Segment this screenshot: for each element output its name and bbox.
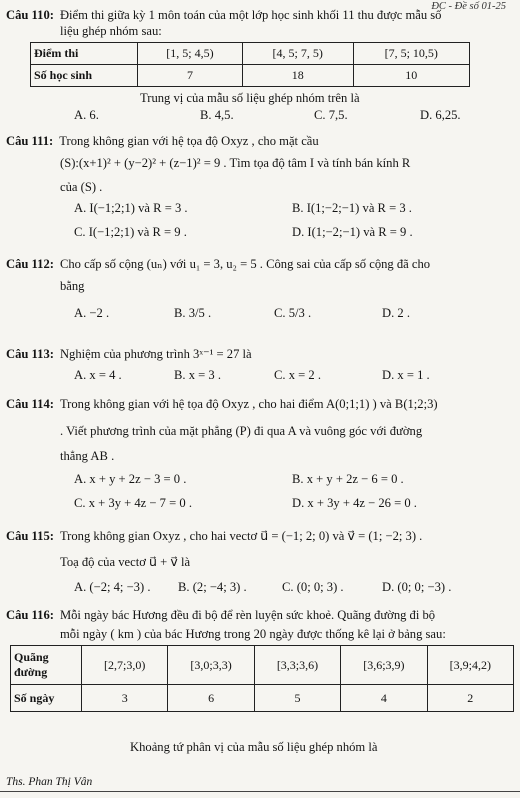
- q114-text1: Trong không gian với hệ tọa độ Oxyz , cho hai điểm A(0;1;1) ) và B(1;2;3): [59, 397, 438, 411]
- table-cell: [3,6;3,9): [341, 646, 427, 685]
- q111-line1: [6, 134, 319, 149]
- q116-text2: mỗi ngày ( km ) của bác Hương trong 20 ngày được thống kê lại ở bảng sau:: [60, 627, 446, 641]
- q113-number: Câu 113:: [6, 347, 54, 361]
- table-header-cell: Số học sinh: [31, 65, 138, 87]
- q112-option-d: D. 2 .: [382, 306, 410, 320]
- q112-option-b: B. 3/5 .: [174, 306, 212, 320]
- q110-text2: liệu ghép nhóm sau:: [60, 24, 162, 38]
- q112-text1: Cho cấp số cộng (uₙ) với u₁ = 3, u₂ = 5 . Công sai của cấp số cộng đã cho: [59, 257, 431, 271]
- q114-option-c: C. x + 3y + 4z − 7 = 0 .: [74, 496, 192, 510]
- table-cell: [3,0;3,3): [168, 646, 254, 685]
- q115-option-a: A. (−2; 4; −3) .: [74, 580, 151, 594]
- author-footer: Ths. Phan Thị Vân: [6, 776, 93, 788]
- q111-option-d: D. I(1;−2;−1) và R = 9 .: [292, 225, 413, 239]
- q112-option-a: A. −2 .: [74, 306, 110, 320]
- q114-number: Câu 114:: [6, 397, 54, 411]
- q115-text1: Trong không gian Oxyz , cho hai vectơ u⃗ = (−1; 2; 0) và v⃗ = (1; −2; 3) .: [59, 529, 423, 543]
- q114-option-b: B. x + y + 2z − 6 = 0 .: [292, 472, 404, 486]
- q110-caption: Trung vị của mẫu số liệu ghép nhóm trên là: [140, 91, 360, 105]
- table-row: [11, 685, 514, 712]
- table-cell: 3: [82, 685, 168, 712]
- table-cell: 10: [353, 65, 469, 87]
- q113-option-d: D. x = 1 .: [382, 368, 430, 382]
- q113-option-a: A. x = 4 .: [74, 368, 122, 382]
- q115-option-b: B. (2; −4; 3) .: [178, 580, 247, 594]
- q116-table: [10, 645, 514, 712]
- header-tag: ĐC - Đề số 01-25: [431, 1, 506, 12]
- table-cell: 7: [138, 65, 243, 87]
- q115-number: Câu 115:: [6, 529, 54, 543]
- table-cell: 5: [254, 685, 340, 712]
- q110-option-d: D. 6,25.: [420, 108, 461, 122]
- q112-option-c: C. 5/3 .: [274, 306, 312, 320]
- q111-text3: của (S) .: [60, 180, 103, 194]
- table-header-cell: Số ngày: [11, 685, 82, 712]
- q115-text2: Toạ độ của vectơ u⃗ + v⃗ là: [60, 555, 191, 569]
- table-cell: [4, 5; 7, 5): [242, 43, 353, 65]
- footer-divider: [0, 791, 520, 792]
- q113-text1: Nghiệm của phương trình 3ˣ⁻¹ = 27 là: [59, 347, 252, 361]
- q113-line1: [6, 346, 252, 362]
- table-cell: [1, 5; 4,5): [138, 43, 243, 65]
- q112-text2: bằng: [60, 279, 85, 293]
- table-cell: 18: [242, 65, 353, 87]
- table-cell: [7, 5; 10,5): [353, 43, 469, 65]
- q110-line1: [6, 8, 441, 23]
- q110-option-a: A. 6.: [74, 108, 99, 122]
- q111-text2: (S):(x+1)² + (y−2)² + (z−1)² = 9 . Tìm tọa độ tâm I và tính bán kính R: [60, 156, 411, 170]
- q116-caption: Khoảng tứ phân vị của mẫu số liệu ghép nhóm là: [130, 740, 378, 754]
- q115-line1: [6, 528, 422, 544]
- q116-number: Câu 116:: [6, 608, 54, 622]
- q110-table: [30, 42, 470, 87]
- q114-option-d: D. x + 3y + 4z − 26 = 0 .: [292, 496, 417, 510]
- q114-text3: thẳng AB .: [60, 449, 115, 463]
- table-row: [31, 65, 470, 87]
- table-cell: [3,9;4,2): [427, 646, 513, 685]
- q110-number: Câu 110:: [6, 8, 54, 22]
- q113-option-c: C. x = 2 .: [274, 368, 321, 382]
- table-cell: 4: [341, 685, 427, 712]
- table-cell: 2: [427, 685, 513, 712]
- q114-line1: [6, 397, 438, 412]
- q111-option-a: A. I(−1;2;1) và R = 3 .: [74, 201, 188, 215]
- q114-option-a: A. x + y + 2z − 3 = 0 .: [74, 472, 187, 486]
- q110-option-c: C. 7,5.: [314, 108, 348, 122]
- q115-option-d: D. (0; 0; −3) .: [382, 580, 452, 594]
- q111-option-b: B. I(1;−2;−1) và R = 3 .: [292, 201, 412, 215]
- q112-number: Câu 112:: [6, 257, 54, 271]
- q110-text1: Điểm thi giữa kỳ 1 môn toán của một lớp học sinh khối 11 thu được mẫu số: [59, 8, 442, 22]
- table-cell: [3,3;3,6): [254, 646, 340, 685]
- table-row: [11, 646, 514, 685]
- q116-text1: Mỗi ngày bác Hương đều đi bộ để rèn luyện sức khoẻ. Quãng đường đi bộ: [59, 608, 436, 622]
- q112-line1: [6, 256, 430, 272]
- q114-text2: . Viết phương trình của mặt phẳng (P) đi qua A và vuông góc với đường: [60, 424, 423, 438]
- table-cell: 6: [168, 685, 254, 712]
- q110-option-b: B. 4,5.: [200, 108, 234, 122]
- q115-option-c: C. (0; 0; 3) .: [282, 580, 344, 594]
- table-row: [31, 43, 470, 65]
- q111-option-c: C. I(−1;2;1) và R = 9 .: [74, 225, 187, 239]
- table-header-cell: Quãng đường: [11, 646, 82, 685]
- table-cell: [2,7;3,0): [82, 646, 168, 685]
- q116-line1: [6, 608, 435, 623]
- table-header-cell: Điểm thi: [31, 43, 138, 65]
- q111-number: Câu 111:: [6, 134, 54, 148]
- q113-option-b: B. x = 3 .: [174, 368, 221, 382]
- q111-text1: Trong không gian với hệ tọa độ Oxyz , cho mặt cầu: [59, 134, 319, 148]
